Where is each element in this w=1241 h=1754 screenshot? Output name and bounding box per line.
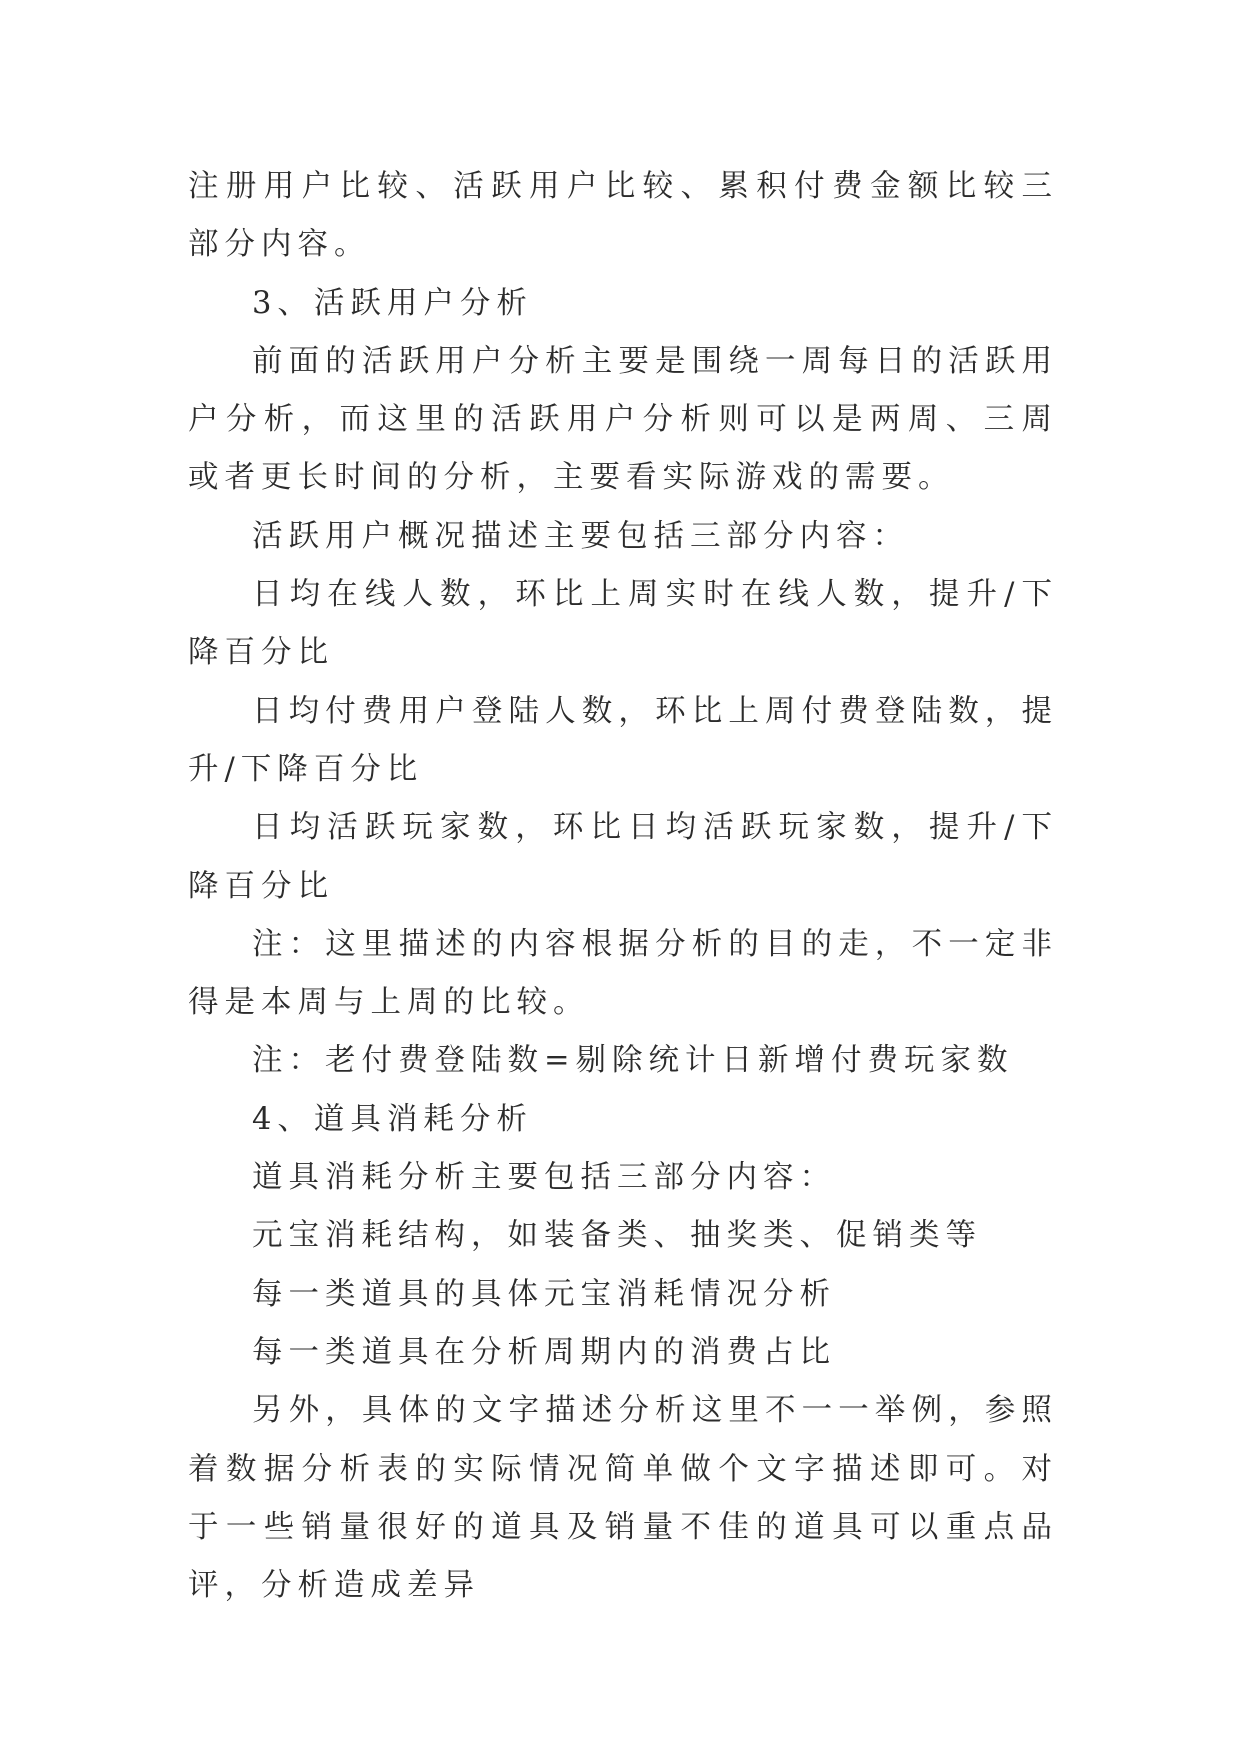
- paragraph: 活跃用户概况描述主要包括三部分内容：: [252, 518, 909, 554]
- section-heading-item-consumption: 4、道具消耗分析: [252, 1101, 533, 1137]
- list-item: 日均活跃玩家数，环比日均活跃玩家数，提升/下降百分比: [188, 810, 1058, 904]
- list-item: 每一类道具的具体元宝消耗情况分析: [252, 1276, 836, 1312]
- note: 注：老付费登陆数=剔除统计日新增付费玩家数: [252, 1043, 1014, 1079]
- section-heading-active-users: 3、活跃用户分析: [252, 285, 533, 321]
- list-item: 每一类道具在分析周期内的消费占比: [252, 1334, 836, 1370]
- list-item: 日均付费用户登陆人数，环比上周付费登陆数，提升/下降百分比: [188, 693, 1058, 787]
- list-item: 元宝消耗结构，如装备类、抽奖类、促销类等: [252, 1218, 982, 1254]
- list-item: 日均在线人数，环比上周实时在线人数，提升/下降百分比: [188, 577, 1058, 671]
- paragraph: 前面的活跃用户分析主要是围绕一周每日的活跃用户分析，而这里的活跃用户分析则可以是两周、三周或者更长时间的分析，主要看实际游戏的需要。: [188, 343, 1058, 496]
- paragraph-continuation: 注册用户比较、活跃用户比较、累积付费金额比较三部分内容。: [188, 169, 1058, 263]
- document-body: [188, 158, 1058, 1615]
- paragraph: 道具消耗分析主要包括三部分内容：: [252, 1160, 836, 1196]
- paragraph: 另外，具体的文字描述分析这里不一一举例，参照着数据分析表的实际情况简单做个文字描述即可。对于一些销量很好的道具及销量不佳的道具可以重点品评，分析造成差异: [188, 1393, 1058, 1604]
- note: 注：这里描述的内容根据分析的目的走，不一定非得是本周与上周的比较。: [188, 926, 1058, 1021]
